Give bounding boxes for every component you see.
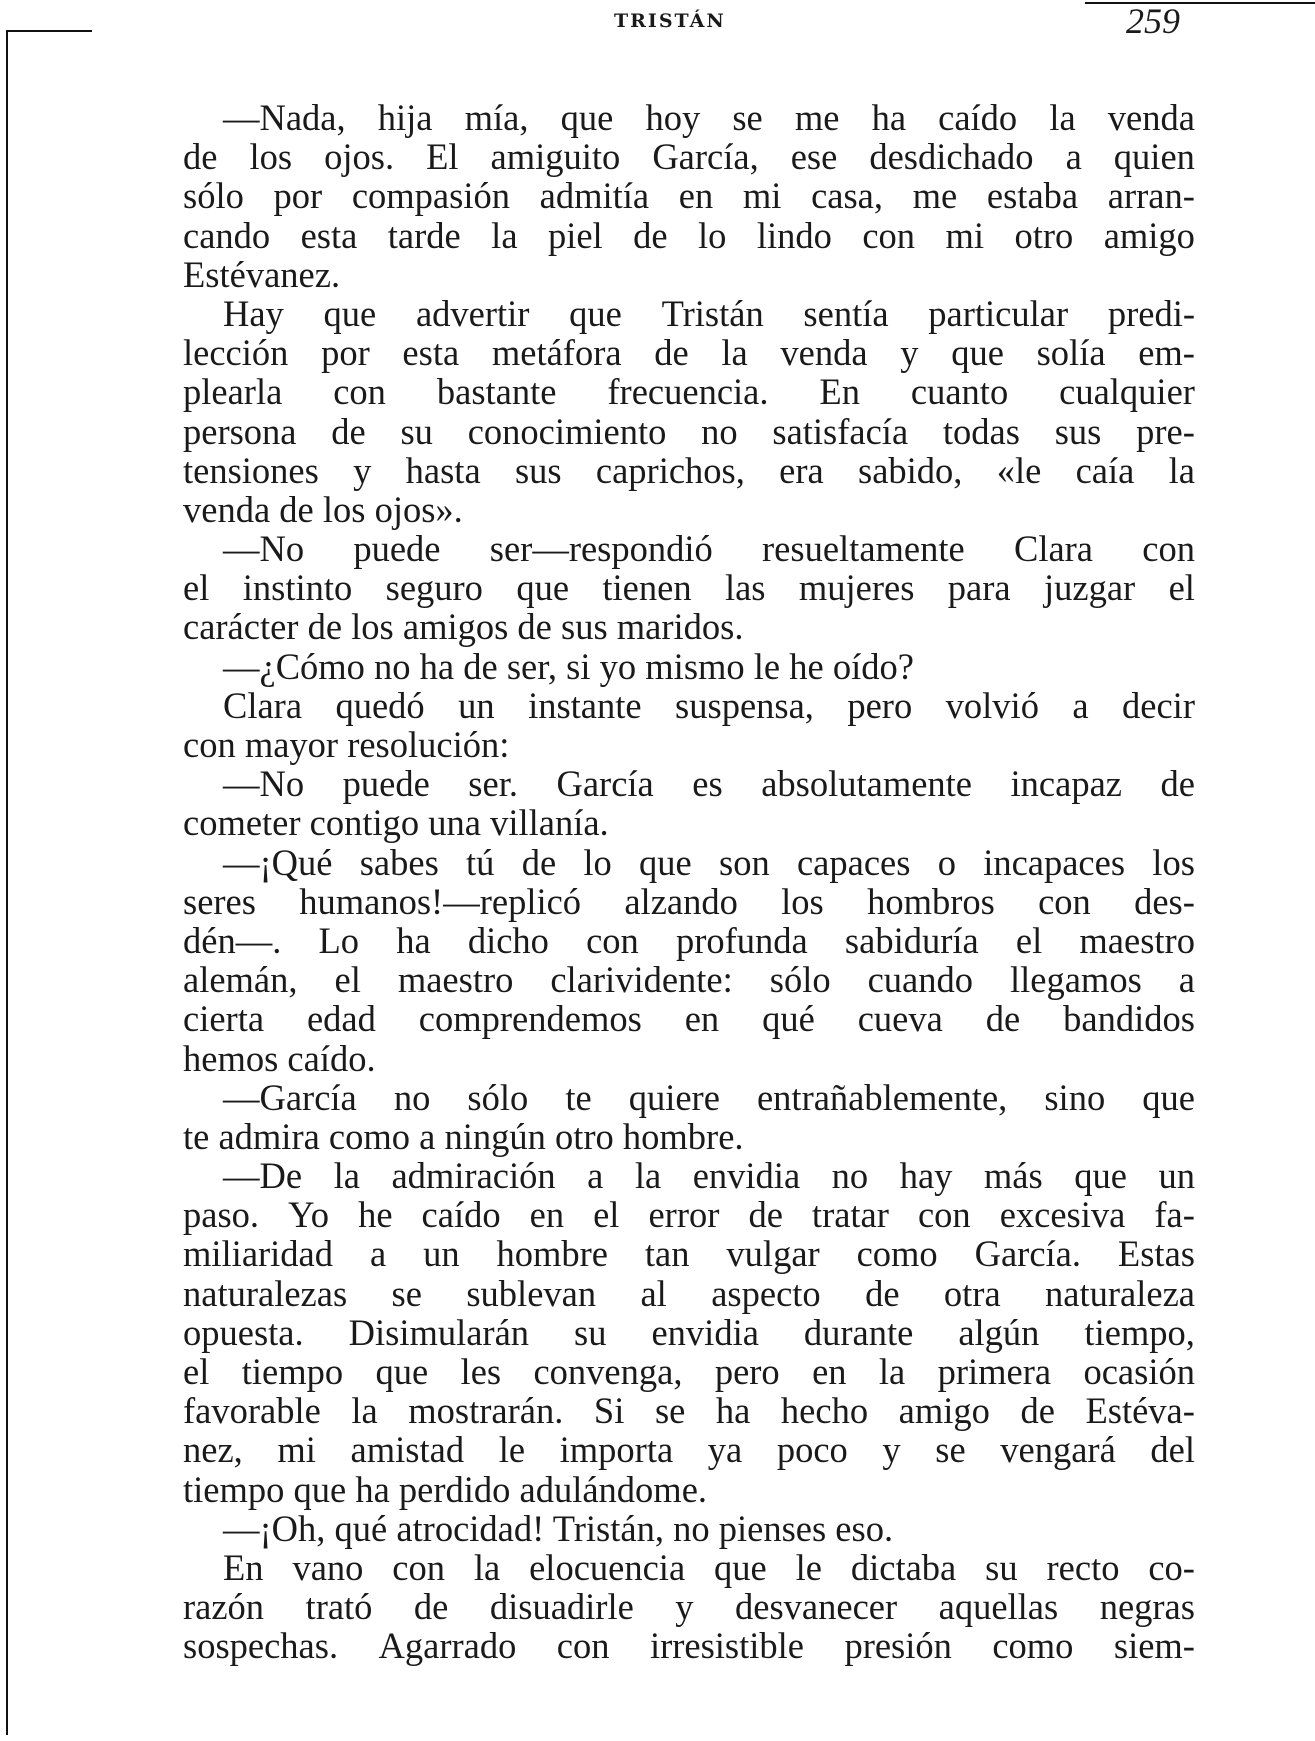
text-line: paso. Yo he caído en el error de tratar con excesiva fa- xyxy=(183,1194,1195,1236)
text-line: dén—. Lo ha dicho con profunda sabiduría el maestro xyxy=(183,919,1195,961)
text-line: sospechas. Agarrado con irresistible presión como siem- xyxy=(183,1625,1195,1667)
text-line: —De la admiración a la envidia no hay más que un xyxy=(223,1155,1195,1197)
text-line: tensiones y hasta sus caprichos, era sabido, «le caía la xyxy=(183,449,1195,491)
text-line: tiempo que ha perdido adulándome. xyxy=(183,1468,708,1510)
text-line: —¡Qué sabes tú de lo que son capaces o incapaces los xyxy=(223,841,1195,883)
text-line: te admira como a ningún otro hombre. xyxy=(183,1115,744,1157)
text-line: hemos caído. xyxy=(183,1037,376,1079)
text-line: alemán, el maestro clarividente: sólo cuando llegamos a xyxy=(183,959,1195,1001)
text-line: En vano con la elocuencia que le dictaba su recto co- xyxy=(223,1546,1195,1588)
text-line: cando esta tarde la piel de lo lindo con mi otro amigo xyxy=(183,214,1195,256)
text-line: seres humanos!—replicó alzando los hombros con des- xyxy=(183,880,1195,922)
text-line: —No puede ser. García es absolutamente incapaz de xyxy=(223,763,1195,805)
text-line: Clara quedó un instante suspensa, pero volvió a decir xyxy=(223,684,1195,726)
text-line: —¿Cómo no ha de ser, si yo mismo le he oído? xyxy=(223,645,914,687)
text-line: el tiempo que les convenga, pero en la primera ocasión xyxy=(183,1351,1195,1392)
page-number: 259 xyxy=(1126,1,1180,41)
binding-edge-rule xyxy=(6,30,8,1735)
text-line: carácter de los amigos de sus maridos. xyxy=(183,606,744,648)
text-line: Hay que advertir que Tristán sentía particular predi- xyxy=(223,292,1195,334)
text-line: —García no sólo te quiere entrañablemente, sino que xyxy=(223,1076,1195,1118)
top-right-rule xyxy=(1085,2,1315,4)
text-line: miliaridad a un hombre tan vulgar como García. Estas xyxy=(183,1233,1195,1275)
text-line: lección por esta metáfora de la venda y que solía em- xyxy=(183,332,1195,374)
text-line: —¡Oh, qué atrocidad! Tristán, no pienses eso. xyxy=(223,1507,894,1549)
text-line: con mayor resolución: xyxy=(183,724,510,765)
text-line: sólo por compasión admitía en mi casa, me estaba arran- xyxy=(183,175,1195,217)
top-left-rule xyxy=(6,30,92,32)
text-line: venda de los ojos». xyxy=(183,488,463,530)
body-text xyxy=(183,98,1195,1666)
text-line: naturalezas se sublevan al aspecto de otra naturaleza xyxy=(183,1272,1195,1314)
text-line: nez, mi amistad le importa ya poco y se vengará del xyxy=(183,1429,1195,1471)
text-line: el instinto seguro que tienen las mujeres para juzgar el xyxy=(183,567,1195,609)
text-line: de los ojos. El amiguito García, ese desdichado a quien xyxy=(183,136,1195,178)
text-line: persona de su conocimiento no satisfacía todas sus pre- xyxy=(183,410,1195,452)
text-line: —Nada, hija mía, que hoy se me ha caído la venda xyxy=(223,97,1195,138)
text-line: favorable la mostrarán. Si se ha hecho amigo de Estéva- xyxy=(183,1390,1195,1432)
text-line: plearla con bastante frecuencia. En cuanto cualquier xyxy=(183,371,1195,413)
text-line: Estévanez. xyxy=(183,253,341,295)
text-line: razón trató de disuadirle y desvanecer aquellas negras xyxy=(183,1586,1195,1628)
text-line: cierta edad comprendemos en qué cueva de bandidos xyxy=(183,998,1195,1040)
text-line: —No puede ser—respondió resueltamente Clara con xyxy=(223,528,1195,570)
text-line: opuesta. Disimularán su envidia durante algún tiempo, xyxy=(183,1311,1195,1353)
running-head: TRISTÁN xyxy=(614,10,726,32)
text-line: cometer contigo una villanía. xyxy=(183,802,609,844)
